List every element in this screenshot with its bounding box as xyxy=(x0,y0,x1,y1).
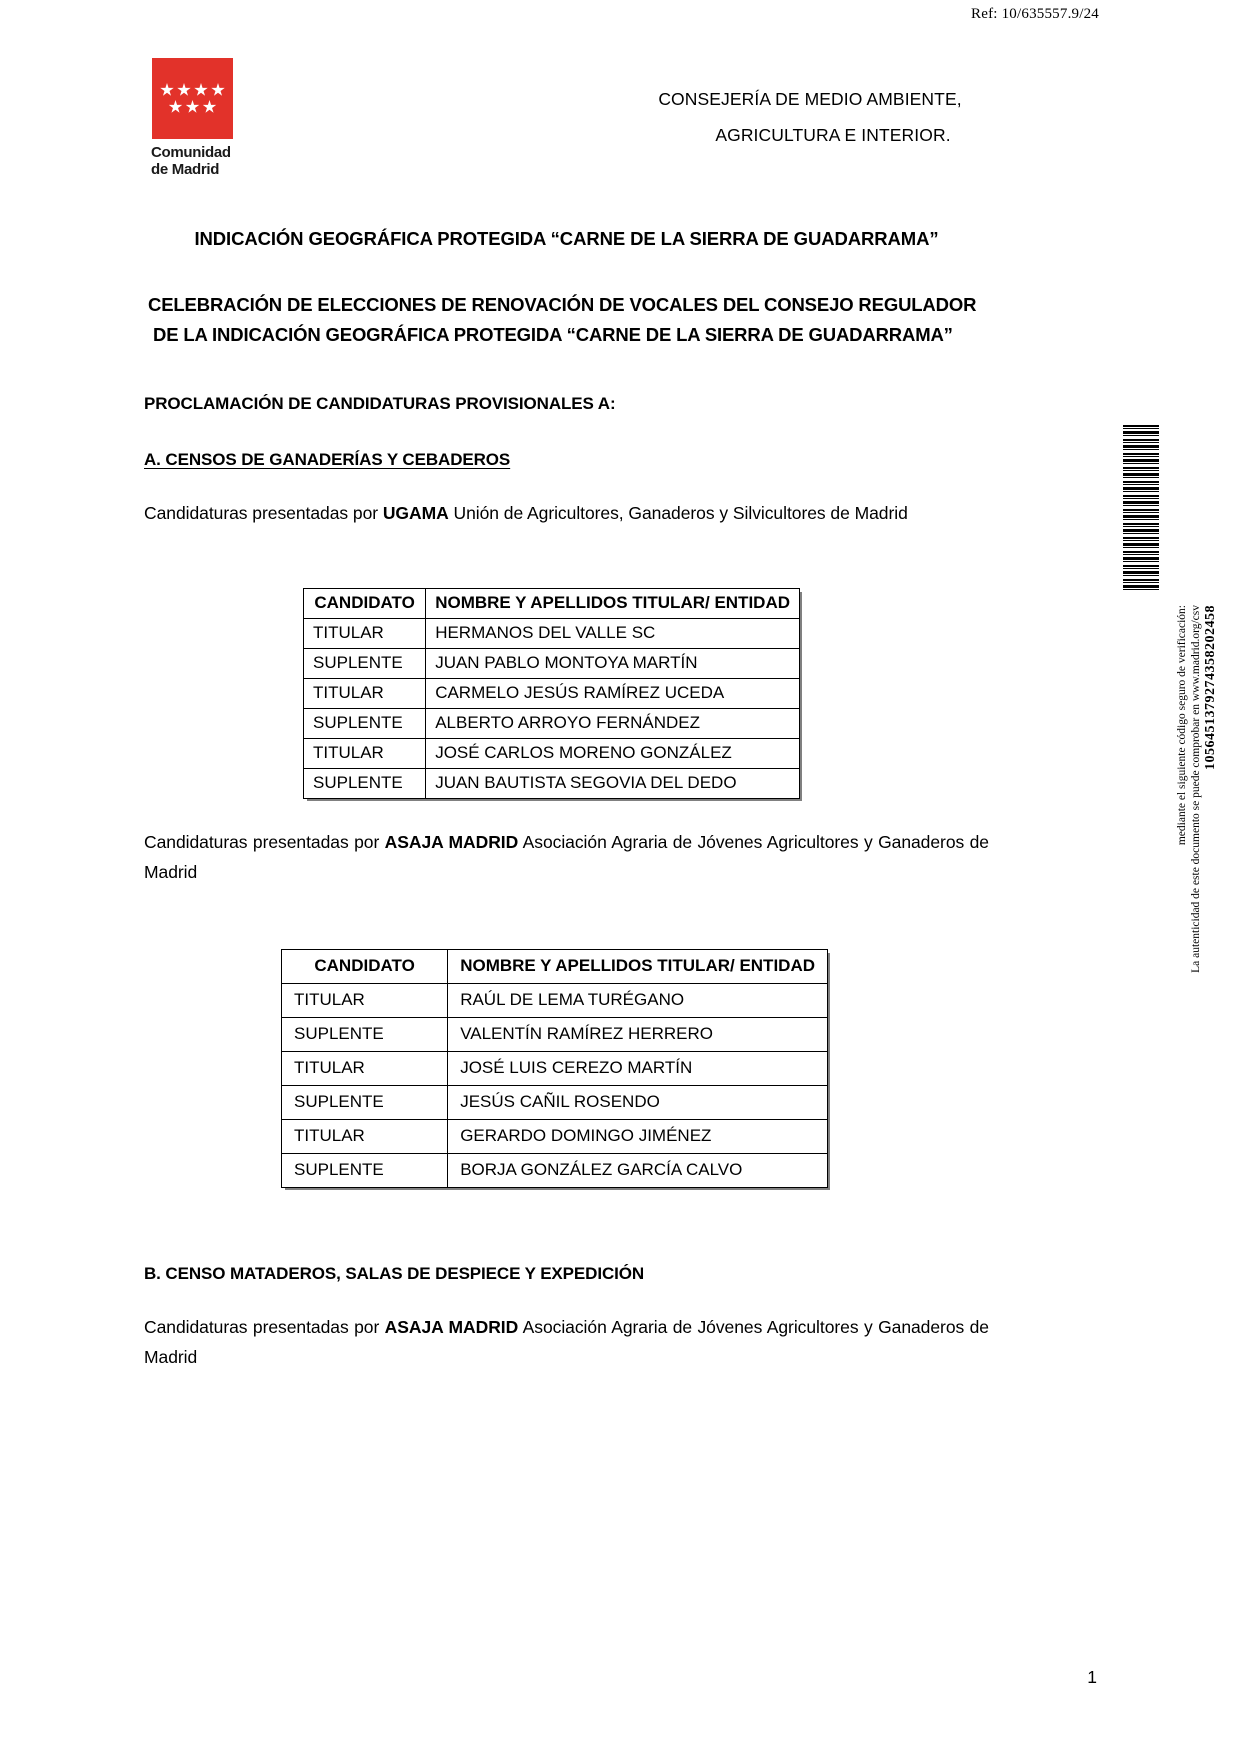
document-subtitle xyxy=(144,290,989,350)
cell-nombre: VALENTÍN RAMÍREZ HERRERO xyxy=(448,1018,828,1052)
consejeria-line2: AGRICULTURA E INTERIOR. xyxy=(715,124,951,145)
table-row xyxy=(282,984,828,1018)
cell-candidato: TITULAR xyxy=(304,619,426,649)
verification-text-wrapper xyxy=(1173,485,1219,1045)
asaja-b-paragraph-pre: Candidaturas presentadas por xyxy=(144,1317,385,1338)
asaja-b-paragraph-post: Asociación Agraria de Jóvenes Agricultores y Ganaderos de Madrid xyxy=(144,1317,989,1368)
cell-nombre: JUAN BAUTISTA SEGOVIA DEL DEDO xyxy=(426,769,800,799)
table-row xyxy=(282,1052,828,1086)
table-row xyxy=(304,709,800,739)
asaja-candidates-table xyxy=(281,949,828,1188)
proclamation-heading: PROCLAMACIÓN DE CANDIDATURAS PROVISIONALES A: xyxy=(144,393,616,413)
document-title: INDICACIÓN GEOGRÁFICA PROTEGIDA “CARNE DE LA SIERRA DE GUADARRAMA” xyxy=(194,228,939,249)
consejeria-line1: CONSEJERÍA DE MEDIO AMBIENTE, xyxy=(658,89,962,109)
cell-nombre: RAÚL DE LEMA TURÉGANO xyxy=(448,984,828,1018)
table-row xyxy=(282,1018,828,1052)
table-row xyxy=(304,679,800,709)
ugama-candidates-table-wrapper xyxy=(303,588,800,799)
cell-nombre: BORJA GONZÁLEZ GARCÍA CALVO xyxy=(448,1154,828,1188)
verification-code: 1056451379274358202458 xyxy=(1203,605,1218,770)
verification-legend-line2: mediante el siguiente código seguro de verificación: xyxy=(1176,605,1188,846)
document-reference: Ref: 10/635557.9/24 xyxy=(971,6,1099,22)
table-row xyxy=(304,649,800,679)
cell-nombre: JUAN PABLO MONTOYA MARTÍN xyxy=(426,649,800,679)
page-number: 1 xyxy=(1087,1667,1097,1687)
asaja-b-paragraph xyxy=(144,1312,989,1372)
ugama-paragraph xyxy=(144,498,989,528)
asaja-paragraph xyxy=(144,827,989,887)
cell-candidato: TITULAR xyxy=(282,1052,448,1086)
asaja-b-org-name: ASAJA MADRID xyxy=(384,1317,519,1338)
ugama-candidates-table xyxy=(303,588,800,799)
cell-nombre: JESÚS CAÑIL ROSENDO xyxy=(448,1086,828,1120)
logo-wordmark-line1: Comunidad xyxy=(151,144,231,161)
section-b-heading: B. CENSO MATADEROS, SALAS DE DESPIECE Y EXPEDICIÓN xyxy=(144,1264,645,1284)
verification-strip xyxy=(1111,425,1233,1065)
cell-candidato: SUPLENTE xyxy=(304,649,426,679)
table-header-row xyxy=(304,589,800,619)
column-header-candidato: CANDIDATO xyxy=(304,589,426,619)
cell-candidato: SUPLENTE xyxy=(304,709,426,739)
cell-candidato: SUPLENTE xyxy=(282,1154,448,1188)
ugama-paragraph-pre: Candidaturas presentadas por xyxy=(144,502,383,523)
table-row xyxy=(282,1154,828,1188)
asaja-candidates-table-wrapper xyxy=(281,949,828,1188)
cell-nombre: ALBERTO ARROYO FERNÁNDEZ xyxy=(426,709,800,739)
ugama-org-name: UGAMA xyxy=(382,502,449,523)
document-body xyxy=(144,0,989,1372)
table-row xyxy=(304,619,800,649)
ugama-paragraph-post: Unión de Agricultores, Ganaderos y Silvicultores de Madrid xyxy=(448,502,908,523)
section-a-heading: A. CENSOS DE GANADERÍAS Y CEBADEROS xyxy=(144,449,511,469)
asaja-paragraph-post: Asociación Agraria de Jóvenes Agricultores y Ganaderos de Madrid xyxy=(144,832,989,883)
cell-candidato: TITULAR xyxy=(282,984,448,1018)
table-row xyxy=(304,769,800,799)
verification-legend-line1: La autenticidad de este documento se puede comprobar en www.madrid.org/csv xyxy=(1190,605,1202,973)
asaja-paragraph-pre: Candidaturas presentadas por xyxy=(144,832,385,853)
cell-candidato: TITULAR xyxy=(304,739,426,769)
cell-candidato: SUPLENTE xyxy=(282,1086,448,1120)
table-header-row xyxy=(282,950,828,984)
column-header-candidato: CANDIDATO xyxy=(282,950,448,984)
cell-candidato: TITULAR xyxy=(282,1120,448,1154)
cell-candidato: SUPLENTE xyxy=(282,1018,448,1052)
cell-nombre: GERARDO DOMINGO JIMÉNEZ xyxy=(448,1120,828,1154)
cell-nombre: HERMANOS DEL VALLE SC xyxy=(426,619,800,649)
document-subtitle-line2: DE LA INDICACIÓN GEOGRÁFICA PROTEGIDA “CARNE DE LA SIERRA DE GUADARRAMA” xyxy=(153,323,953,345)
asaja-org-name: ASAJA MADRID xyxy=(384,832,519,853)
cell-candidato: TITULAR xyxy=(304,679,426,709)
table-row xyxy=(282,1120,828,1154)
table-row xyxy=(304,739,800,769)
cell-nombre: JOSÉ LUIS CEREZO MARTÍN xyxy=(448,1052,828,1086)
document-subtitle-line1: CELEBRACIÓN DE ELECCIONES DE RENOVACIÓN DE VOCALES DEL CONSEJO REGULADOR xyxy=(148,294,977,315)
barcode-icon xyxy=(1123,425,1159,593)
table-row xyxy=(282,1086,828,1120)
cell-nombre: CARMELO JESÚS RAMÍREZ UCEDA xyxy=(426,679,800,709)
cell-nombre: JOSÉ CARLOS MORENO GONZÁLEZ xyxy=(426,739,800,769)
logo-wordmark-line2: de Madrid xyxy=(151,160,220,178)
column-header-nombre: NOMBRE Y APELLIDOS TITULAR/ ENTIDAD xyxy=(448,950,828,984)
cell-candidato: SUPLENTE xyxy=(304,769,426,799)
column-header-nombre: NOMBRE Y APELLIDOS TITULAR/ ENTIDAD xyxy=(426,589,800,619)
